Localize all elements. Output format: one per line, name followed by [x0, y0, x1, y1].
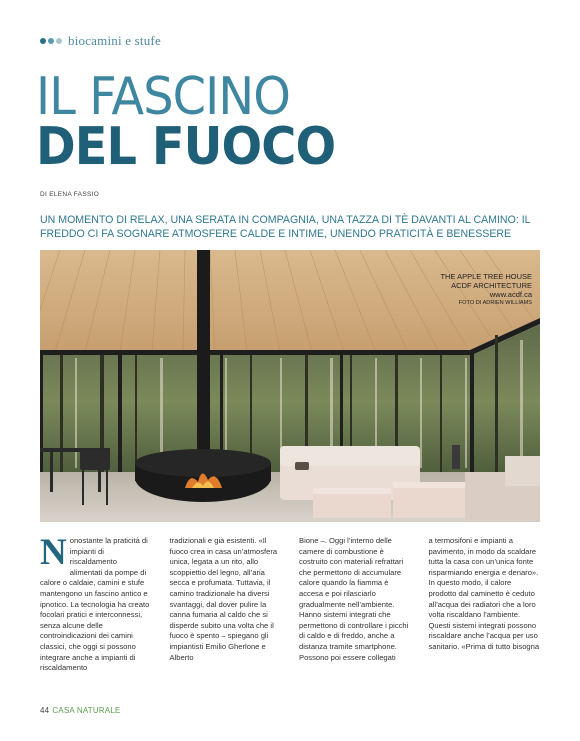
caption-photo-credit: FOTO DI ADRIEN WILLIAMS: [458, 300, 532, 306]
title-line-2: DEL FUOCO: [36, 117, 336, 177]
section-dots-icon: [40, 38, 62, 44]
body-text-2: tradizionali e già esistenti. «Il fuoco crea in casa un’atmosfera unica, legata a un rito, allo scoppiettio del legno, all’aria secca e profumata. Tuttavia, il camino tradizionale ha diversi svantaggi, dal dover pulire la canna fumaria al caldo che si disperde subito una volta che il fuoco è spento – spiegano gli impiantisti Emilio Gherlone e Alberto: [169, 536, 278, 662]
body-column-1: [40, 532, 152, 674]
byline: DI ELENA FASSIO: [40, 191, 100, 198]
body-column-3: [299, 536, 411, 674]
page-footer: [40, 706, 121, 715]
section-tag: [40, 33, 161, 49]
page-number: 44: [40, 706, 50, 715]
body-text-3: Bione –. Oggi l’interno delle camere di combustione è costruito con materiali refrattari che permettono di accumulare calore quando la fiamma è accesa e poi rilasciarlo gradualmente nell’ambiente. Hanno sistemi integrati che permettono di controllare i picchi di caldo e di freddo, anche a distanza tramite smartphone. Possono poi essere collegati: [299, 536, 409, 662]
standfirst: UN MOMENTO DI RELAX, UNA SERATA IN COMPAGNIA, UNA TAZZA DI TÈ DAVANTI AL CAMINO: IL FREDDO CI FA SOGNARE ATMOSFERE CALDE E INTIME, UNENDO PRATICITÀ E BENESSERE: [40, 214, 531, 240]
title-line-1: IL FASCINO: [36, 67, 290, 127]
article-body: [40, 532, 540, 674]
section-label: biocamini e stufe: [68, 33, 161, 48]
body-text-4: a termosifoni e impianti a pavimento, in modo da scaldare tutta la casa con un’unica fonte risparmiando energia e denaro». In questo modo, il calore prodotto dal caminetto è ceduto all’acqua dei radiatori che a loro volta riscaldano l’ambiente. Questi sistemi integrati possono riscaldare anche l’acqua per uso sanitario. «Prima di tutto bisogna: [428, 536, 540, 651]
body-column-4: [429, 536, 541, 674]
caption-website: www.acdf.ca: [489, 290, 532, 299]
drop-cap: N: [40, 532, 67, 573]
body-text-1: onostante la praticità di impianti di riscaldamento alimentati da pompe di calore o caldaie, camini e stufe mantengono un fascino antico e ipnotico. La tecnologia ha creato focolari pratici e interconnessi, senza alcune delle controindicazioni dei camini classici, che oggi si possono integrare anche a impianti di riscaldamento: [40, 536, 150, 673]
body-column-2: [170, 536, 282, 674]
caption-project: THE APPLE TREE HOUSE: [440, 272, 532, 281]
magazine-name: CASA NATURALE: [52, 706, 121, 715]
caption-architect: ACDF ARCHITECTURE: [451, 281, 532, 290]
photo-caption: [440, 272, 532, 308]
article-title: [36, 67, 361, 177]
